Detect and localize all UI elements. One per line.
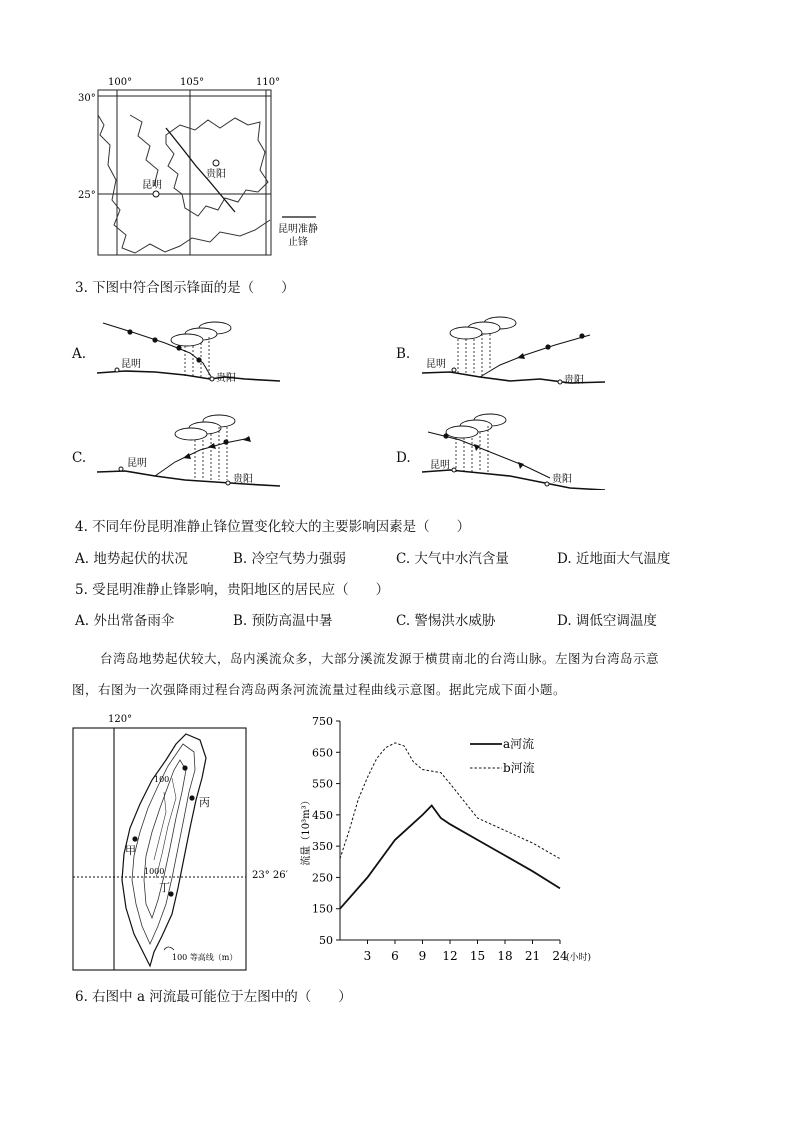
map-lat-label-30: 30° [78, 93, 96, 104]
left-city-label: 昆明 [430, 460, 450, 471]
left-city-label: 昆明 [127, 458, 147, 469]
point-jia-label: 甲 [125, 844, 136, 857]
point-bing-label: 丙 [199, 796, 210, 809]
passage-line-1: 台湾岛地势起伏较大，岛内溪流众多，大部分溪流发源于横贯南北的台湾山脉。左图为台湾岛示意 [100, 651, 660, 666]
q4-option-a[interactable]: A. 地势起伏的状况 [75, 551, 188, 567]
passage-line-2: 图，右图为一次强降雨过程台湾岛两条河流流量过程曲线示意图。据此完成下面小题。 [72, 682, 567, 697]
ground-surface [97, 371, 280, 381]
question-3-stem: 3. 下图中符合图示锋面的是（ ） [75, 280, 295, 296]
y-tick-label: 550 [312, 777, 333, 791]
y-tick-label: 450 [312, 808, 333, 822]
taiwan-map [68, 708, 308, 976]
kunming-label: 昆明 [142, 180, 162, 191]
kunming-marker [153, 191, 159, 197]
cloud-icon [175, 415, 235, 440]
contour-label-100: 100 [154, 775, 170, 784]
question-5-stem: 5. 受昆明准静止锋影响，贵阳地区的居民应（ ） [75, 582, 390, 598]
kunming-front-map [70, 70, 330, 260]
q3-option-b-letter: B. [396, 346, 411, 362]
x-tick-label: 12 [442, 949, 458, 963]
front-line [155, 438, 250, 476]
front-line [480, 335, 590, 377]
guiyang-label: 贵阳 [206, 169, 226, 180]
x-tick-label: 21 [524, 949, 541, 963]
question-6-stem: 6. 右图中 a 河流最可能位于左图中的（ ） [75, 989, 352, 1005]
q3-option-d-diagram [420, 410, 610, 490]
q5-option-b[interactable]: B. 预防高温中暑 [233, 613, 333, 629]
x-tick-label: 18 [497, 949, 513, 963]
right-city-label: 贵阳 [564, 375, 584, 386]
series-line-a [340, 806, 560, 909]
q4-option-d[interactable]: D. 近地面大气温度 [557, 551, 671, 567]
left-city-label: 昆明 [426, 359, 446, 370]
tropic-label: 23° 26′ [252, 870, 288, 881]
x-tick-label: 15 [469, 949, 486, 963]
legend-contour-symbol [164, 947, 174, 950]
ground-surface [422, 470, 605, 490]
x-tick-label: 3 [363, 949, 372, 963]
q3-option-a-diagram [95, 315, 285, 390]
guizhou-outline [166, 118, 268, 216]
question-4-stem: 4. 不同年份昆明准静止锋位置变化较大的主要影响因素是（ ） [75, 519, 471, 535]
legend-label: b河流 [503, 761, 535, 775]
legend-front-label: 止锋 [288, 237, 308, 248]
q4-option-c[interactable]: C. 大气中水汽含量 [396, 551, 509, 567]
contour-label-1000: 1000 [144, 867, 165, 876]
y-tick-label: 650 [312, 746, 333, 760]
x-axis-label: (小时) [566, 953, 592, 963]
guiyang-marker [213, 160, 219, 166]
y-tick-label: 750 [312, 715, 333, 728]
q3-option-c-letter: C. [72, 450, 87, 466]
map-lon-label-100: 100° [108, 77, 133, 88]
x-tick-label: 9 [418, 949, 427, 963]
q5-option-d[interactable]: D. 调低空调温度 [557, 613, 657, 629]
q3-option-d-letter: D. [396, 450, 411, 466]
cloud-icon [450, 317, 516, 339]
map-lon-label-110: 110° [256, 77, 281, 88]
y-tick-label: 350 [312, 840, 333, 854]
right-city-label: 贵阳 [233, 474, 253, 485]
y-axis-label: 流量（10³m³） [301, 795, 312, 866]
y-tick-label: 50 [319, 934, 333, 947]
legend-contour-label: 100 等高线（m） [172, 953, 238, 962]
q3-option-a-letter: A. [72, 346, 87, 362]
left-city-label: 昆明 [121, 359, 141, 370]
map-lat-label-25: 25° [78, 190, 96, 201]
right-city-label: 贵阳 [552, 474, 572, 485]
q5-option-a[interactable]: A. 外出常备雨伞 [75, 613, 175, 629]
cloud-icon [446, 414, 506, 438]
q5-option-c[interactable]: C. 警惕洪水威胁 [396, 613, 496, 629]
front-line [428, 432, 550, 478]
point-ding-label: 丁 [159, 881, 170, 894]
legend-front-label: 昆明准静 [278, 224, 318, 235]
q3-option-b-diagram [420, 315, 610, 390]
taiwan-lon-label: 120° [108, 714, 133, 725]
y-tick-label: 250 [312, 871, 333, 885]
x-tick-label: 24 [552, 949, 568, 963]
province-boundary [130, 115, 158, 186]
cloud-icon [171, 322, 231, 346]
q4-option-b[interactable]: B. 冷空气势力强弱 [233, 551, 347, 567]
x-tick-label: 6 [391, 949, 399, 963]
province-boundary [98, 115, 270, 253]
y-tick-label: 150 [312, 902, 333, 916]
point-bing-marker [189, 795, 194, 800]
point-jia-marker [132, 836, 137, 841]
river-discharge-chart [295, 708, 615, 978]
legend-label: a河流 [503, 737, 535, 751]
map-lon-label-105: 105° [180, 77, 205, 88]
right-city-label: 贵阳 [216, 373, 236, 384]
q3-option-c-diagram [95, 410, 285, 490]
